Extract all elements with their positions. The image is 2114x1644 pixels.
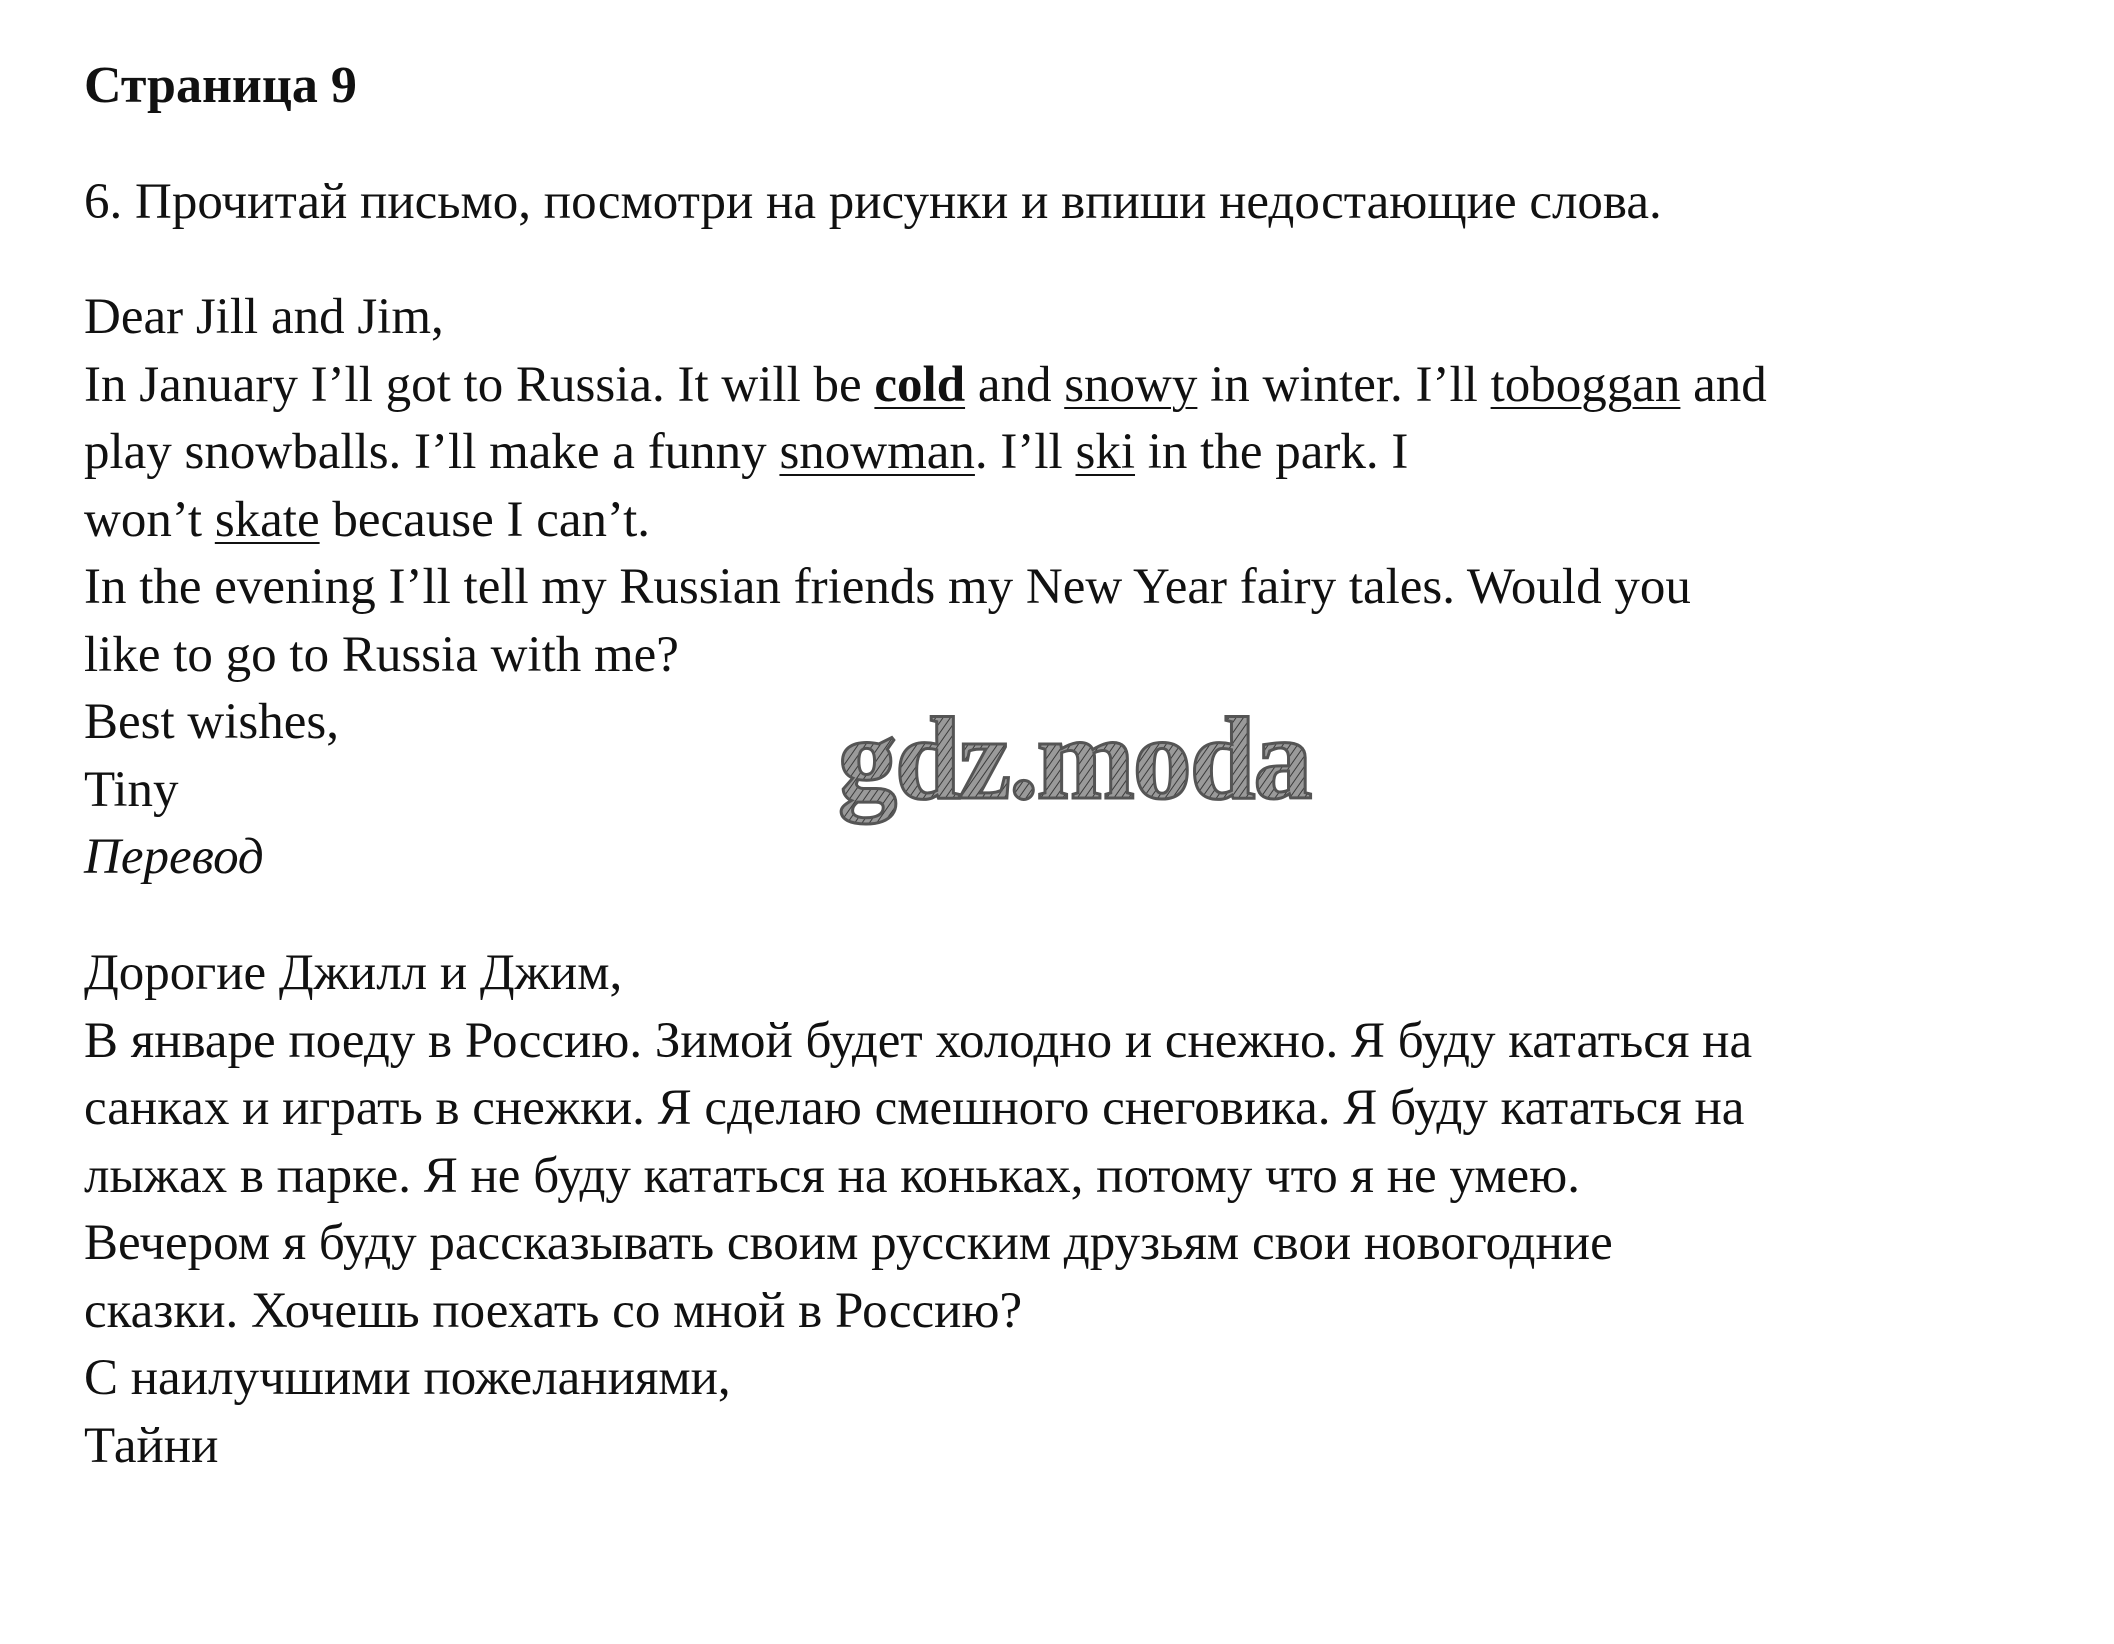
filled-word-ski: ski: [1075, 424, 1136, 480]
translation-line-4: лыжах в парке. Я не буду кататься на коньках, потому что я не умею.: [84, 1147, 1580, 1204]
letter-greeting: Dear Jill and Jim,: [84, 289, 444, 345]
letter-line-4: [84, 487, 1767, 555]
page-title: Страница 9: [84, 57, 357, 114]
text-segment: in the park. I: [1135, 424, 1409, 480]
translation-line-6: сказки. Хочешь поехать со мной в Россию?: [84, 1282, 1023, 1339]
letter-signature: Tiny: [84, 761, 179, 818]
letter-line-6: like to go to Russia with me?: [84, 626, 679, 683]
text-segment: in winter. I’ll: [1197, 356, 1491, 413]
translation-signature: Тайни: [84, 1417, 219, 1474]
task-instruction: 6. Прочитай письмо, посмотри на рисунки и впиши недостающие слова.: [84, 174, 1662, 230]
text-segment: won’t: [84, 491, 215, 548]
english-letter: [84, 284, 1767, 892]
translation-line-2: В январе поеду в Россию. Зимой будет холодно и снежно. Я буду кататься на: [84, 1012, 1753, 1069]
text-segment: . I’ll: [974, 424, 1076, 480]
filled-word-snowman: snowman: [779, 424, 975, 480]
text-segment: because I can’t.: [319, 491, 650, 548]
filled-word-toboggan: toboggan: [1490, 356, 1681, 413]
text-segment: and: [965, 356, 1065, 413]
filled-word-skate: skate: [214, 491, 320, 548]
filled-word-cold: cold: [874, 356, 966, 413]
translation-greeting: Дорогие Джилл и Джим,: [84, 945, 623, 1001]
letter-line-2: [84, 352, 1767, 420]
translation-line-3: санках и играть в снежки. Я сделаю смешного снеговика. Я буду кататься на: [84, 1080, 1745, 1136]
russian-translation: [84, 940, 1752, 1480]
svg-text:gdz.moda: gdz.moda: [838, 693, 1311, 824]
translation-label: Перевод: [84, 829, 264, 885]
translation-closing: С наилучшими пожеланиями,: [84, 1350, 731, 1406]
text-segment: and: [1680, 356, 1767, 413]
text-segment: play snowballs. I’ll make a funny: [84, 424, 780, 480]
translation-line-5: Вечером я буду рассказывать своим русским друзьям свои новогодние: [84, 1215, 1613, 1271]
text-segment: In January I’ll got to Russia. It will be: [84, 356, 875, 413]
letter-line-3: [84, 419, 1767, 487]
letter-line-5: In the evening I’ll tell my Russian friends my New Year fairy tales. Would you: [84, 559, 1691, 615]
letter-closing: Best wishes,: [84, 694, 339, 750]
filled-word-snowy: snowy: [1064, 356, 1198, 413]
